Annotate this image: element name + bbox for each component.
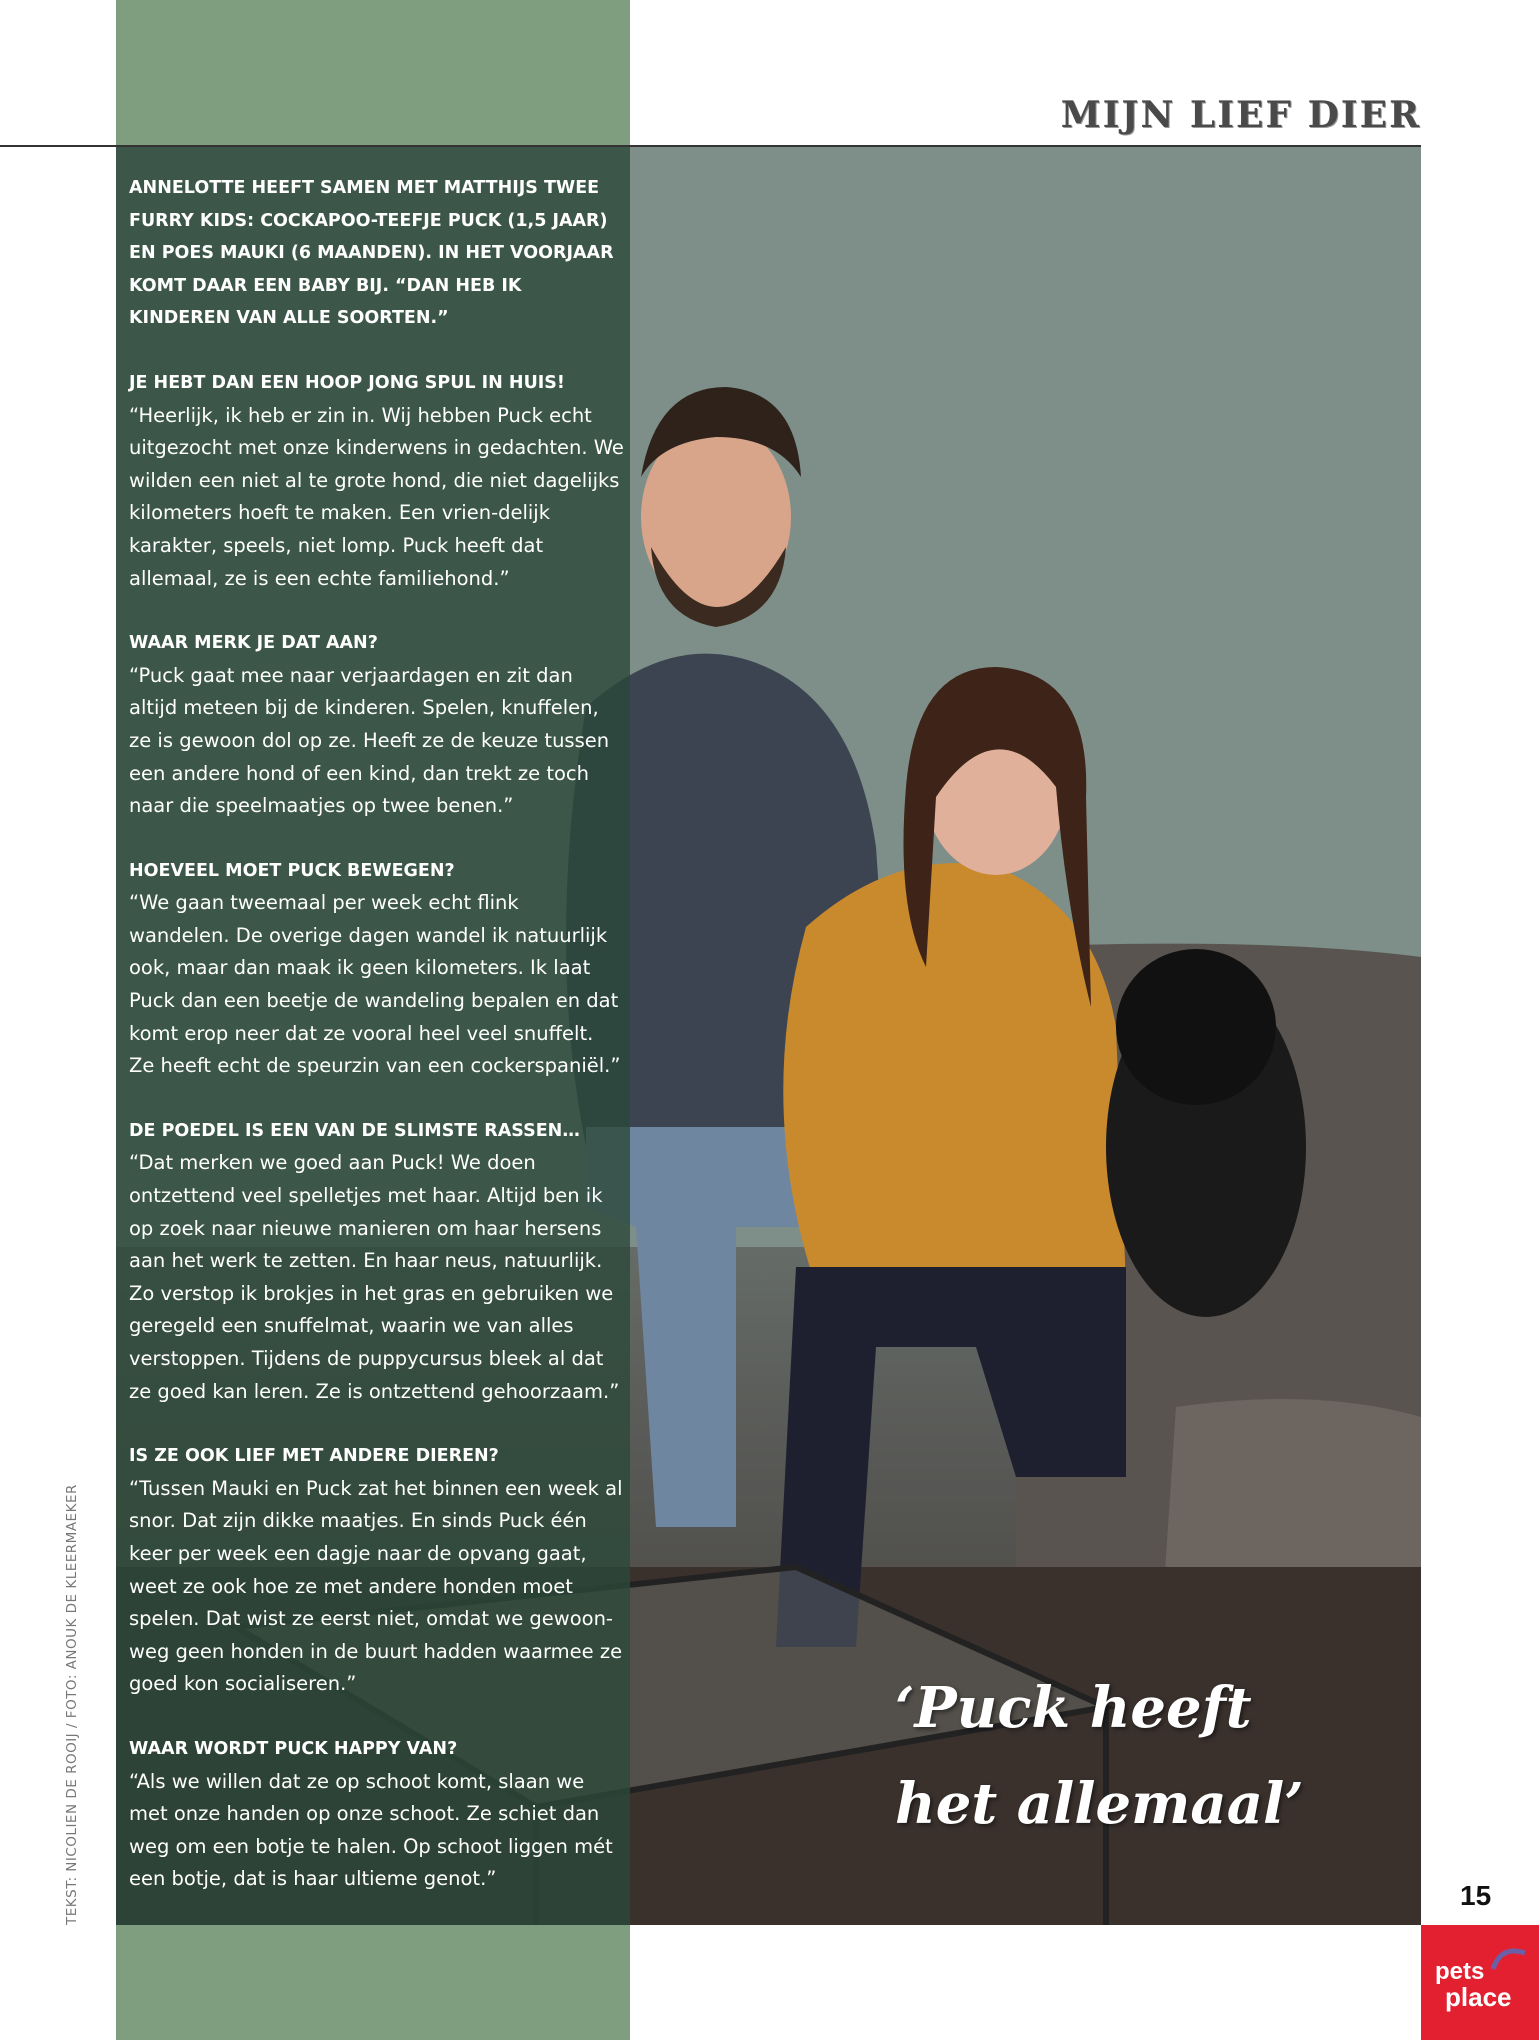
logo-text-pets: pets <box>1435 1958 1485 1985</box>
green-band-top <box>116 0 630 146</box>
qa-question: JE HEBT DAN EEN HOOP JONG SPUL IN HUIS! <box>129 372 565 393</box>
qa-question: HOEVEEL MOET PUCK BEWEGEN? <box>129 860 455 881</box>
qa-block <box>129 627 624 823</box>
qa-block <box>129 1733 624 1896</box>
qa-answer: “Puck gaat mee naar verjaardagen en zit dan altijd meteen bij de kinderen. Spelen, knuffelen, ze is gewoon dol op ze. Heeft ze de keuze tussen een andere hond of een kind, dan trekt ze toch naar die speelmaatjes op twee benen.” <box>129 663 610 818</box>
pull-quote-line-1: ‘Puck heeft <box>895 1675 1252 1741</box>
qa-block <box>129 1115 624 1408</box>
logo-text-place: place <box>1445 1982 1512 2012</box>
pets-place-logo <box>1421 1925 1539 2040</box>
article-intro: ANNELOTTE HEEFT SAMEN MET MATTHIJS TWEE FURRY KIDS: COCKAPOO-TEEFJE PUCK (1,5 JAAR) EN POES MAUKI (6 MAANDEN). IN HET VOORJAAR KOMT DAAR EEN BABY BIJ. “DAN HEB IK KINDEREN VAN ALLE SOORTEN.” <box>129 178 614 329</box>
pull-quote-line-2: het allemaal’ <box>895 1771 1304 1837</box>
qa-question: DE POEDEL IS EEN VAN DE SLIMSTE RASSEN… <box>129 1120 580 1141</box>
green-band-bottom <box>116 1925 630 2040</box>
page-number: 15 <box>1460 1880 1492 1911</box>
swoosh-icon <box>1491 1943 1527 1973</box>
qa-answer: “Heerlijk, ik heb er zin in. Wij hebben Puck echt uitgezocht met onze kinderwens in gedachten. We wilden een niet al te grote hond, die niet dagelijks kilometers hoeft te maken. Een vrien-delijk karakter, speels, niet lomp. Puck heeft dat allemaal, ze is een echte familiehond.” <box>129 403 624 590</box>
qa-answer: “We gaan tweemaal per week echt flink wandelen. De overige dagen wandel ik natuurlijk ook, maar dan maak ik geen kilometers. Ik laat Puck dan een beetje de wandeling bepalen en dat komt erop neer dat ze vooral heel veel snuffelt. Ze heeft echt de speurzin van een cockerspaniël.” <box>129 891 621 1078</box>
qa-answer: “Tussen Mauki en Puck zat het binnen een week al snor. Dat zijn dikke maatjes. En sinds Puck één keer per week een dagje naar de opvang gaat, weet ze ook hoe ze met andere honden moet spelen. Dat wist ze eerst niet, omdat we gewoon-weg geen honden in de buurt hadden waarmee ze goed kon socialiseren.” <box>129 1476 623 1696</box>
qa-question: WAAR WORDT PUCK HAPPY VAN? <box>129 1738 458 1759</box>
qa-block <box>129 1440 624 1701</box>
qa-answer: “Dat merken we goed aan Puck! We doen ontzettend veel spelletjes met haar. Altijd ben ik op zoek naar nieuwe manieren om haar hersens aan het werk te zetten. En haar neus, natuurlijk. Zo verstop ik brokjes in het gras en gebruiken we geregeld een snuffelmat, waarin we van alles verstoppen. Tijdens de puppycursus bleek al dat ze goed kan leren. Ze is ontzettend gehoorzaam.” <box>129 1151 620 1403</box>
pull-quote <box>895 1660 1375 1852</box>
qa-question: IS ZE OOK LIEF MET ANDERE DIEREN? <box>129 1446 499 1467</box>
qa-block <box>129 855 624 1083</box>
qa-block <box>129 367 624 595</box>
qa-answer: “Als we willen dat ze op schoot komt, slaan we met onze handen op onze schoot. Ze schiet dan weg om een botje te halen. Op schoot liggen mét een botje, dat is haar ultieme genot.” <box>129 1769 613 1891</box>
article-body <box>129 172 624 1928</box>
photo-credit: TEKST: NICOLIEN DE ROOIJ / FOTO: ANOUK DE KLEERMAEKER <box>64 1484 80 1925</box>
section-title: MIJN LIEF DIER <box>1060 94 1421 136</box>
qa-question: WAAR MERK JE DAT AAN? <box>129 633 378 654</box>
